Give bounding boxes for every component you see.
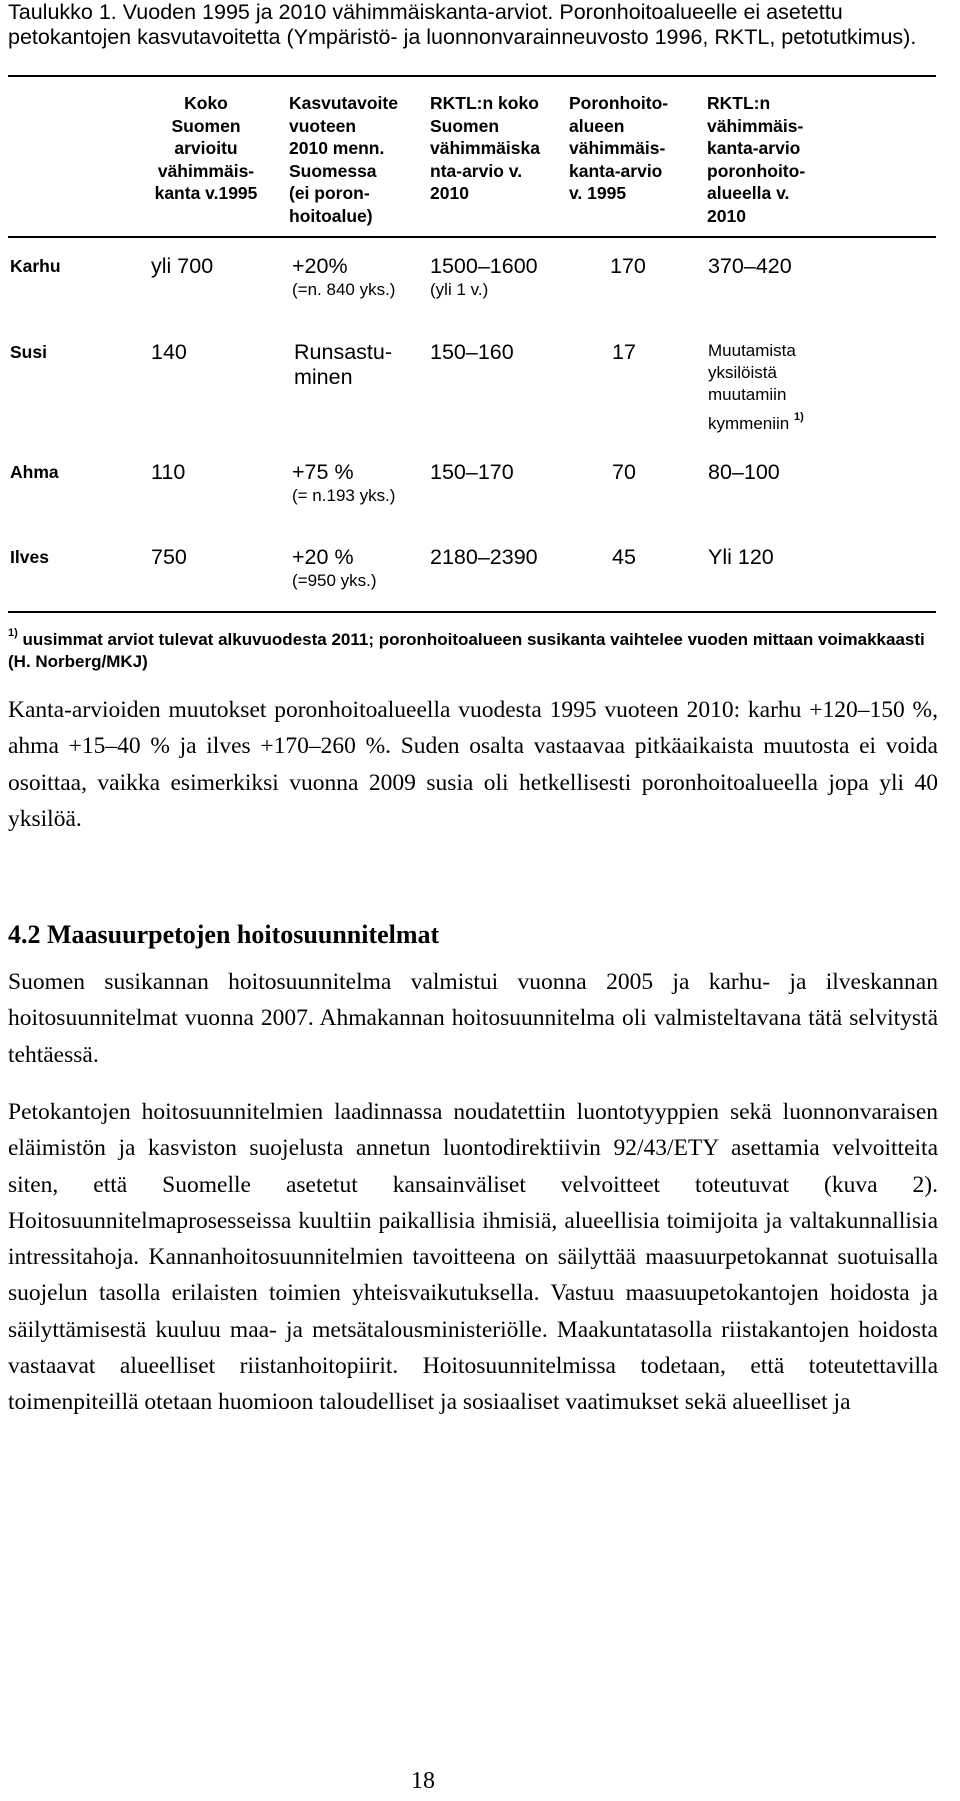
- header-bottom-rule: [8, 236, 936, 238]
- cell-reindeer-1995: 170: [610, 254, 646, 278]
- table-bottom-rule: [8, 611, 936, 613]
- cell-rktl-2010-note: (yli 1 v.): [430, 280, 489, 299]
- cell-growth-target-note: (=950 yks.): [292, 571, 377, 590]
- cell-growth-target-note: (= n.193 yks.): [292, 486, 396, 505]
- paragraph: Suomen susikannan hoitosuunnitelma valmistui vuonna 2005 ja karhu- ja ilveskannan hoitosuunnitelmat vuonna 2007. Ahmakannan hoitosuunnitelma oli valmisteltavana tätä selvitystä tehtäessä.: [8, 969, 938, 1068]
- paragraph: Kanta-arvioiden muutokset poronhoitoalueella vuodesta 1995 vuoteen 2010: karhu +120–150 %, ahma +15–40 % ja ilves +170–260 %. Suden osalta vastaavaa pitkäaikaista muutosta ei voida osoittaa, vaikka esimerkiksi vuonna 2009 susia oli hetkellisesti poronhoitoalueella jopa yli 40 yksilöä.: [8, 697, 938, 832]
- cell-rktl-2010: 1500–1600: [430, 254, 538, 278]
- cell-growth-target: +20%: [292, 254, 348, 278]
- cell-growth-target: +75 %: [292, 460, 354, 484]
- footnote-ref: 1): [793, 411, 804, 423]
- row-label: Ahma: [10, 462, 59, 482]
- column-header-rktl-2010: RKTL:n koko Suomen vähimmäiska nta-arvio v. 2010: [430, 93, 540, 203]
- page-number: 18: [411, 1768, 435, 1794]
- row-label: Karhu: [10, 256, 61, 276]
- cell-reindeer-1995: 45: [612, 545, 636, 569]
- column-header-reindeer-1995: Poronhoito- alueen vähimmäis- kanta-arvio v. 1995: [569, 93, 669, 203]
- table-footnote: $^{1)}$ uusimmat arviot tulevat alkuvuodesta 2011; poronhoitoalueen susikanta vaihtelee vuoden mittaan voimakkaasti (H. Norberg/MKJ): [8, 627, 925, 671]
- cell-estimate-1995: 750: [151, 545, 187, 569]
- table-top-rule: [8, 75, 936, 77]
- cell-growth-target: +20 %: [292, 545, 354, 569]
- cell-reindeer-2010: 80–100: [708, 460, 780, 484]
- row-label: Ilves: [10, 547, 49, 567]
- footnote-marker: 1): [8, 627, 18, 639]
- column-header-estimate-1995: Koko Suomen arvioitu vähimmäis- kanta v.1995: [154, 93, 258, 203]
- cell-reindeer-2010: Yli 120: [708, 545, 774, 569]
- cell-reindeer-2010: Muutamista yksilöistä muutamiin kymmeniin $^{1)}$: [708, 341, 804, 433]
- column-header-reindeer-2010: RKTL:n vähimmäis- kanta-arvio poronhoito- alueella v. 2010: [707, 93, 806, 226]
- cell-growth-target-note: (=n. 840 yks.): [292, 280, 396, 299]
- cell-estimate-1995: 110: [151, 460, 186, 484]
- cell-estimate-1995: yli 700: [151, 254, 214, 278]
- cell-estimate-1995: 140: [151, 340, 187, 364]
- cell-reindeer-2010: 370–420: [708, 254, 792, 278]
- cell-rktl-2010: 2180–2390: [430, 545, 538, 569]
- row-label: Susi: [10, 342, 47, 362]
- column-header-growth-target: Kasvutavoite vuoteen 2010 menn. Suomessa (ei poron- hoitoalue): [289, 93, 398, 226]
- cell-rktl-2010: 150–170: [430, 460, 514, 484]
- cell-growth-target: Runsastu- minen: [294, 340, 392, 389]
- paragraph: Petokantojen hoitosuunnitelmien laadinnassa noudatettiin luontotyyppien sekä luonnonvaraisen eläimistön ja kasviston suojelusta annetun luontodirektiivin 92/43/ETY asettamia velvoitteita siten, että Suomelle asetetut kansainväliset velvoitteet toteutuvat (kuva 2). Hoitosuunnitelmaprosesseissa kuultiin paikallisia ihmisiä, alueellisia toimijoita ja valtakunnallisia intressitahoja. Kannanhoitosuunnitelmien tavoitteena on säilyttää maasuurpetokannat suotuisalla suojelun tasolla erilaisten toimien yhteisvaikutuksella. Vastuu maasuupetokantojen hoidosta ja säilyttämisestä kuuluu maa- ja metsätalousministeriölle. Maakuntatasolla riistakantojen hoidosta vastaavat alueelliset riistanhoitopiirit. Hoitosuunnitelmissa todetaan, että toteutettavilla toimenpiteillä otetaan huomioon taloudelliset ja sosiaaliset vaatimukset sekä alueelliset ja: [8, 1099, 938, 1416]
- cell-reindeer-1995: 70: [612, 460, 636, 484]
- section-heading: 4.2 Maasuurpetojen hoitosuunnitelmat: [8, 920, 440, 949]
- table-caption: Taulukko 1. Vuoden 1995 ja 2010 vähimmäiskanta-arviot. Poronhoitoalueelle ei asetettu petokantojen kasvutavoitetta (Ympäristö- ja luonnonvarainneuvosto 1996, RKTL, petotutkimus).: [8, 0, 917, 49]
- cell-rktl-2010: 150–160: [430, 340, 514, 364]
- cell-reindeer-1995: 17: [612, 340, 636, 364]
